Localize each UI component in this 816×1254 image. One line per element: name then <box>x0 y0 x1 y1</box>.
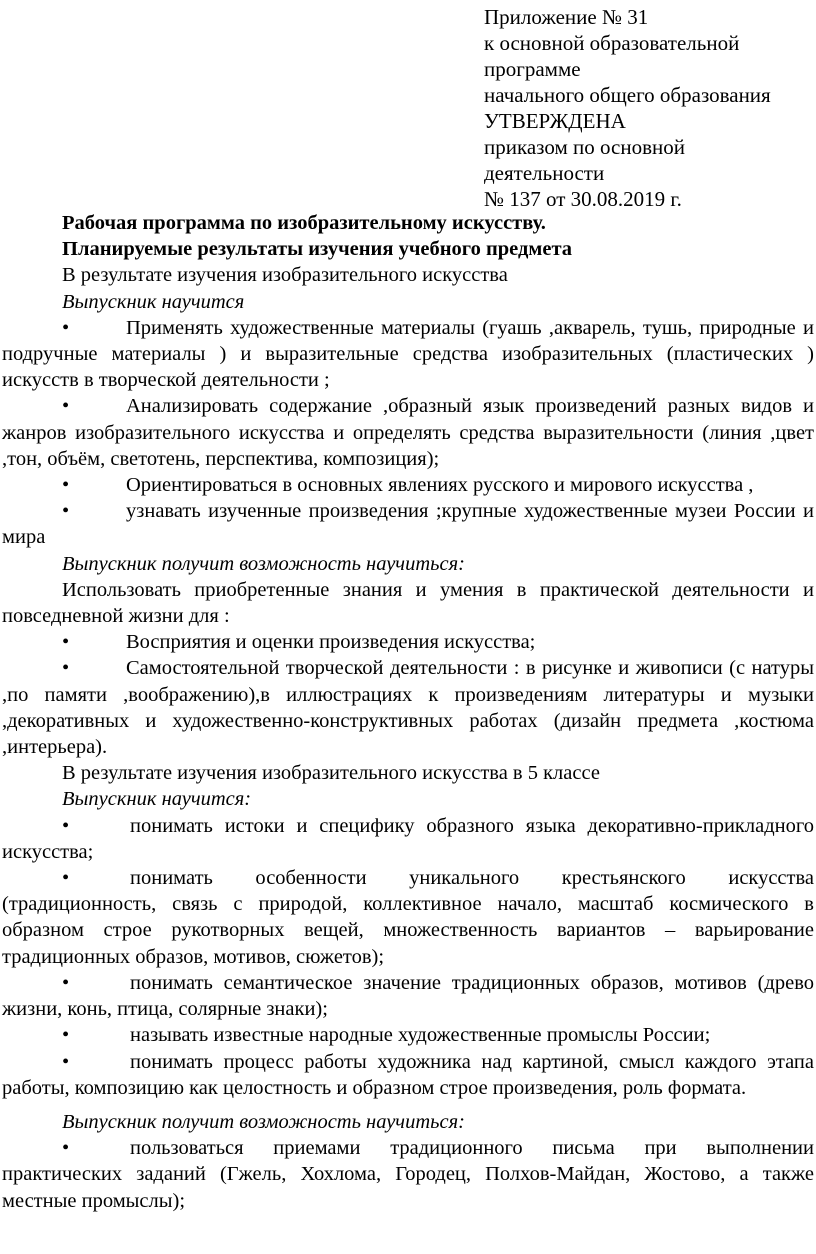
section2-opportunity-heading: Выпускник получит возможность научиться: <box>62 1110 465 1133</box>
bullet-icon: • <box>62 500 70 523</box>
list-item-text: понимать особенности уникального крестьянского искусства (традиционность, связь с природой, коллективное начало, масштаб космического в образном строе рукотворных вещей, множественность вариантов – варьирование традиционных образов, мотивов, сюжетов); <box>2 867 814 968</box>
section1-learns-heading: Выпускник научится <box>62 290 245 313</box>
appendix-header <box>484 4 814 212</box>
list-item-text: Ориентироваться в основных явлениях русского и мирового искусства , <box>126 474 754 497</box>
list-item <box>2 1135 814 1214</box>
list-item-text: понимать семантическое значение традиционных образов, мотивов (древо жизни, конь, птица, солярные знаки); <box>2 971 814 1021</box>
list-item <box>2 393 814 472</box>
list-item-text: называть известные народные художественные промыслы России; <box>130 1024 711 1047</box>
list-item <box>2 472 814 498</box>
list-item-text: Применять художественные материалы (гуашь ,акварель, тушь, природные и подручные материалы ) и выразительные средства изобразительных (пластических ) искусств в творческой деятельности ; <box>2 316 814 392</box>
appendix-line: УТВЕРЖДЕНА <box>484 109 626 133</box>
appendix-line: Приложение № 31 <box>484 5 649 29</box>
list-item <box>2 813 814 865</box>
appendix-line: программе <box>484 57 581 81</box>
list-item-text: узнавать изученные произведения ;крупные художественные музеи России и мира <box>2 500 814 549</box>
list-item <box>2 1049 814 1101</box>
bullet-icon: • <box>62 1050 70 1073</box>
list-item-text: понимать процесс работы художника над картиной, смысл каждого этапа работы, композицию как целостность и образном строе произведения, роль формата. <box>2 1050 814 1099</box>
bullet-icon: • <box>62 971 70 994</box>
section2-intro: В результате изучения изобразительного искусства в 5 классе <box>62 762 600 785</box>
bullet-icon: • <box>62 867 70 890</box>
document-subtitle: Планируемые результаты изучения учебного предмета <box>62 238 573 261</box>
bullet-icon: • <box>62 395 70 418</box>
document-title: Рабочая программа по изобразительному искусству. <box>62 212 546 234</box>
bullet-icon: • <box>62 631 70 654</box>
document-body <box>2 210 814 1214</box>
list-item-text: Восприятия и оценки произведения искусства; <box>126 631 536 654</box>
list-item-text: понимать истоки и специфику образного языка декоративно-прикладного искусства; <box>2 814 814 863</box>
list-item <box>2 655 814 760</box>
section2-learns-heading: Выпускник научится: <box>62 788 252 811</box>
section1-opportunity-intro: Использовать приобретенные знания и умения в практической деятельности и повседневной жизни для : <box>2 578 814 628</box>
spacer <box>2 1101 814 1109</box>
section1-intro: В результате изучения изобразительного искусства <box>62 264 508 287</box>
appendix-line: приказом по основной <box>484 135 685 159</box>
appendix-line: начального общего образования <box>484 83 771 107</box>
list-item <box>2 315 814 394</box>
appendix-line: деятельности <box>484 161 605 185</box>
list-item <box>2 1022 814 1048</box>
bullet-icon: • <box>62 814 70 837</box>
bullet-icon: • <box>62 474 70 497</box>
bullet-icon: • <box>62 316 70 339</box>
list-item-text: Самостоятельной творческой деятельности : в рисунке и живописи (с натуры ,по памяти ,воображению),в иллюстрациях к произведениям литературы и музыки ,декоративных и художественно-конструктивных работах (дизайн предмета ,костюма ,интерьера). <box>2 657 814 759</box>
list-item-text: пользоваться приемами традиционного письма при выполнении практических заданий (Гжель, Хохлома, Городец, Полхов-Майдан, Жостово, а также местные промыслы); <box>2 1137 814 1212</box>
bullet-icon: • <box>62 1024 70 1047</box>
list-item <box>2 970 814 1022</box>
appendix-line: № 137 от 30.08.2019 г. <box>484 187 682 211</box>
section1-opportunity-heading: Выпускник получит возможность научиться: <box>62 552 465 575</box>
list-item <box>2 865 814 970</box>
appendix-line: к основной образовательной <box>484 31 740 55</box>
bullet-icon: • <box>62 1137 70 1160</box>
list-item <box>2 498 814 550</box>
bullet-icon: • <box>62 657 70 680</box>
list-item <box>2 629 814 655</box>
list-item-text: Анализировать содержание ,образный язык произведений разных видов и жанров изобразительного искусства и определять средства выразительности (линия ,цвет ,тон, объём, светотень, перспектива, композиция); <box>2 395 814 470</box>
